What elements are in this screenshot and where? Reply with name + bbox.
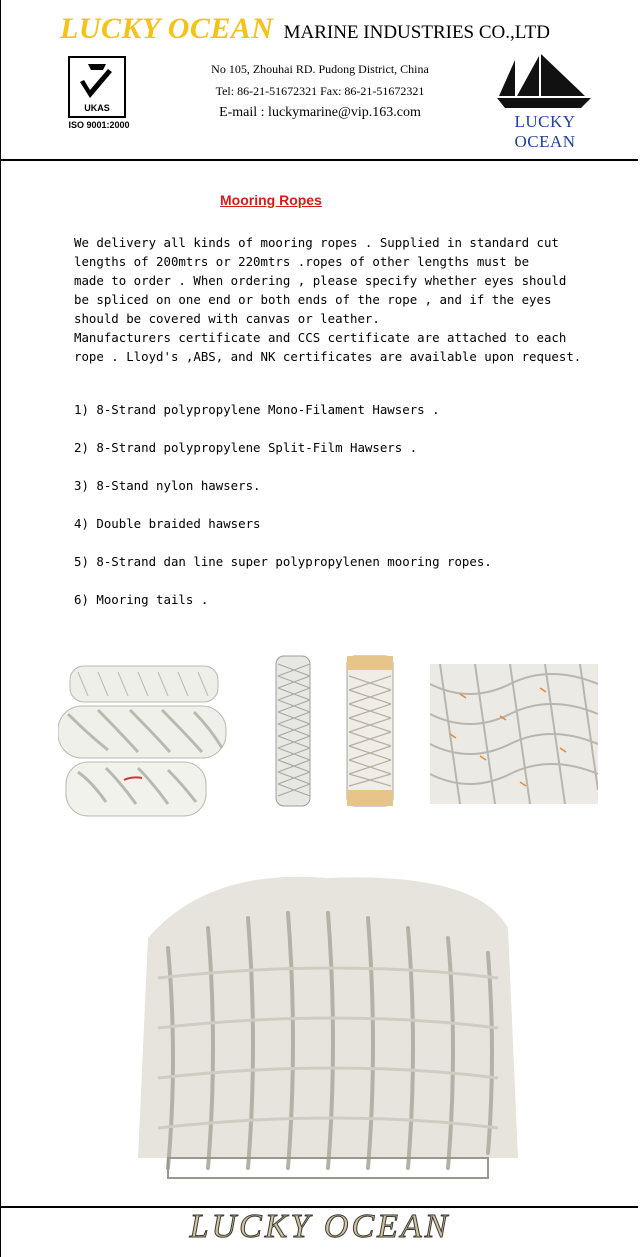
list-item: 5) 8-Strand dan line super polypropylenen mooring ropes. xyxy=(74,554,492,569)
phone-fax: Tel: 86-21-51672321 Fax: 86-21-51672321 xyxy=(215,84,425,98)
rope-samples-photo xyxy=(58,662,228,822)
list-item: 2) 8-Strand polypropylene Split-Film Hawsers . xyxy=(74,440,418,455)
contact-info xyxy=(150,58,490,124)
ship-logo-text: LUCKY OCEAN xyxy=(514,112,576,151)
iso-certification-text: ISO 9001:2000 xyxy=(68,120,130,130)
braided-rope-taped-photo xyxy=(343,654,397,810)
footer-logo: LUCKY OCEAN xyxy=(189,1208,451,1245)
product-list xyxy=(74,402,594,630)
company-suffix: MARINE INDUSTRIES CO.,LTD xyxy=(283,22,550,43)
email: E-mail : luckymarine@vip.163.com xyxy=(219,105,421,120)
header-divider xyxy=(0,159,638,161)
checkmark-icon xyxy=(70,58,124,116)
ship-logo xyxy=(493,52,597,151)
list-item: 1) 8-Strand polypropylene Mono-Filament Hawsers . xyxy=(74,402,440,417)
ukas-badge xyxy=(68,56,126,118)
ukas-label: UKAS xyxy=(84,103,110,113)
left-border xyxy=(0,0,1,1257)
company-name xyxy=(60,12,550,46)
list-item: 4) Double braided hawsers xyxy=(74,516,261,531)
sailing-ship-icon xyxy=(493,52,597,114)
address: No 105, Zhouhai RD. Pudong District, China xyxy=(211,62,429,76)
mooring-rope-coil-photo xyxy=(128,858,528,1188)
braided-rope-photo xyxy=(272,654,316,810)
list-item: 6) Mooring tails . xyxy=(74,592,209,607)
ukas-certification-logo xyxy=(64,56,132,134)
rope-closeup-photo xyxy=(430,664,598,804)
brand-name: LUCKY OCEAN xyxy=(60,12,274,45)
intro-paragraph: We delivery all kinds of mooring ropes . Supplied in standard cut lengths of 200mtrs or 220mtrs .ropes of other lengths must be made to order . When ordering , please specify whether eyes should be spliced on one end or both ends of the rope , and if the eyes should be covered with canvas or leather. Manufacturers certificate and CCS certificate are attached to each rope . Lloyd's ,ABS, and NK certificates are available upon request. xyxy=(74,235,582,364)
page-title: Mooring Ropes xyxy=(220,192,322,208)
list-item: 3) 8-Stand nylon hawsers. xyxy=(74,478,261,493)
